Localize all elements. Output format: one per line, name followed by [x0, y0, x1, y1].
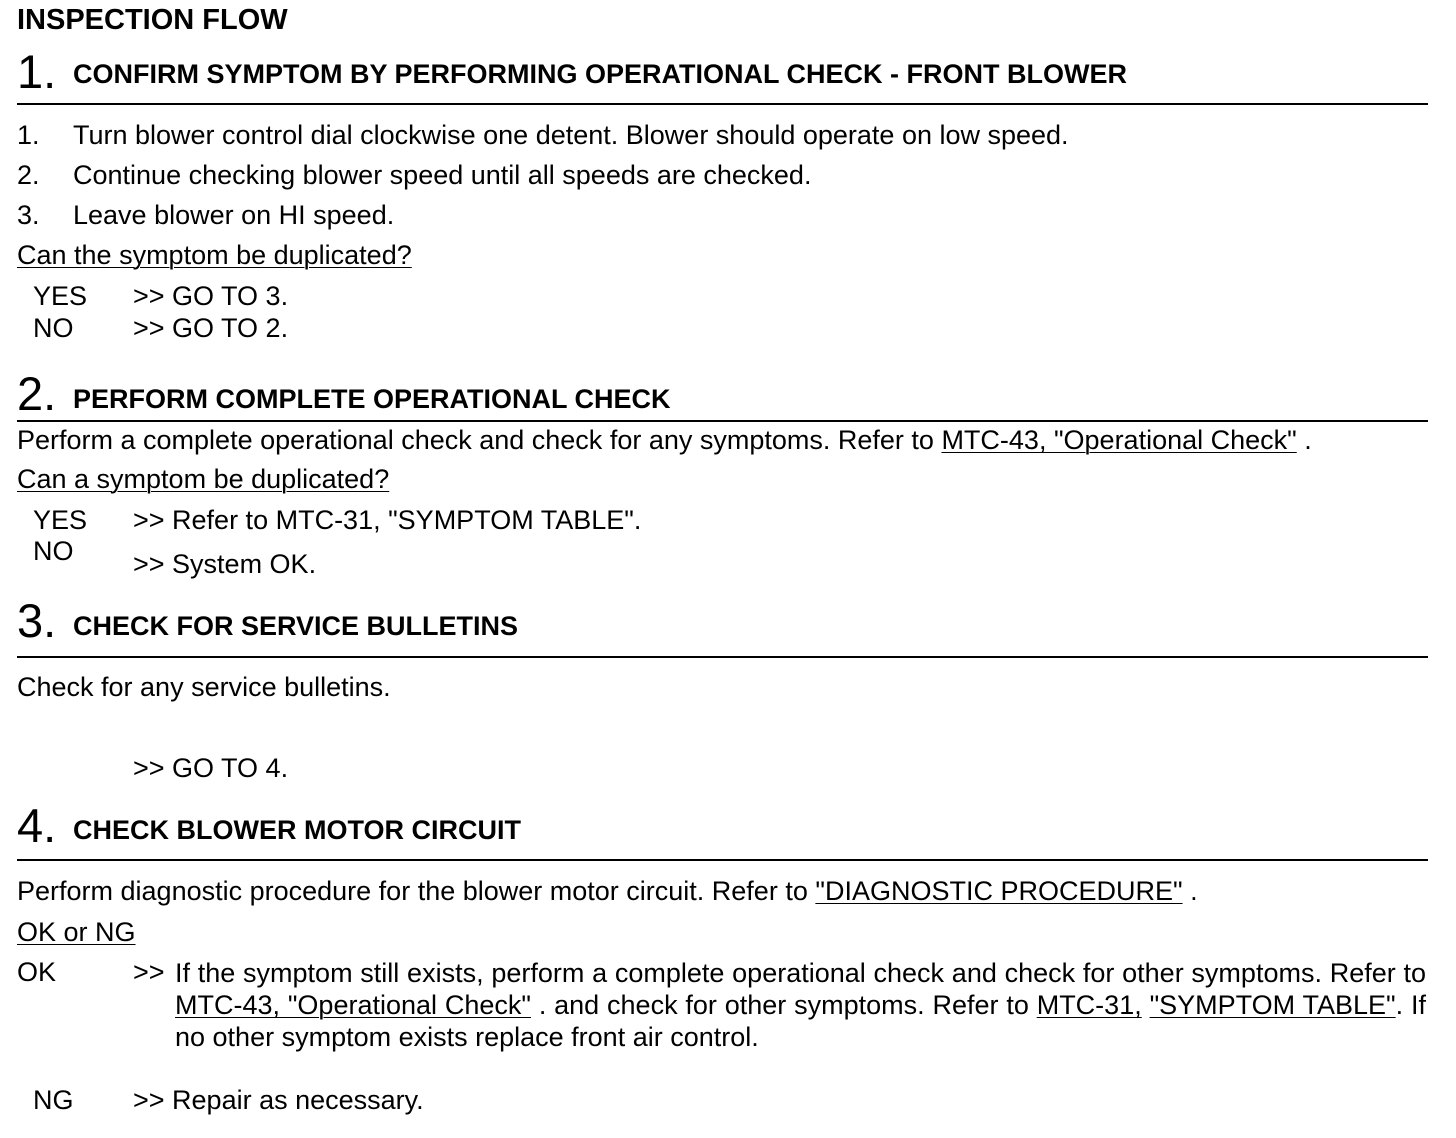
step-4-ng-action: >> Repair as necessary. — [133, 1085, 424, 1115]
step-4-ok-text — [175, 957, 1426, 1053]
step-1-yes-label: YES — [33, 281, 88, 311]
step-1-item-1-text: Turn blower control dial clockwise one detent. Blower should operate on low speed. — [73, 120, 1069, 150]
step-4-body-end: . — [1190, 876, 1198, 906]
step-2-no-action: >> System OK. — [133, 549, 317, 579]
document-title: INSPECTION FLOW — [17, 4, 288, 36]
step-3-rule — [17, 656, 1428, 658]
step-4-question: OK or NG — [17, 917, 136, 947]
step-1-number: 1. — [17, 45, 57, 98]
step-1-no-action: >> GO TO 2. — [133, 313, 289, 343]
step-2-yes-label: YES — [33, 505, 88, 535]
step-1-item-3-number: 3. — [17, 200, 40, 230]
step-4-ok-text-2: . and check for other symptoms. Refer to — [538, 990, 1029, 1020]
step-1-question: Can the symptom be duplicated? — [17, 240, 412, 270]
step-2-yes-action: >> Refer to MTC-31, "SYMPTOM TABLE". — [133, 505, 642, 535]
step-1-title: CONFIRM SYMPTOM BY PERFORMING OPERATIONAL CHECK - FRONT BLOWER — [73, 59, 1128, 89]
step-4-body — [17, 876, 1198, 907]
step-4-ok-text-1: If the symptom still exists, perform a complete operational check and check for other symptoms. Refer to — [175, 958, 1426, 988]
step-4-title: CHECK BLOWER MOTOR CIRCUIT — [73, 815, 521, 845]
step-3-title: CHECK FOR SERVICE BULLETINS — [73, 611, 519, 641]
step-3-body: Check for any service bulletins. — [17, 672, 391, 702]
step-4-ng-label: NG — [33, 1085, 74, 1115]
step-4-rule — [17, 859, 1428, 861]
step-4-ok-link-symptom-table[interactable]: "SYMPTOM TABLE" — [1149, 990, 1396, 1020]
step-1-rule — [17, 103, 1428, 105]
step-1-yes-action: >> GO TO 3. — [133, 281, 289, 311]
step-4-number: 4. — [17, 799, 57, 852]
step-2-link-operational-check[interactable]: MTC-43, "Operational Check" — [941, 425, 1297, 455]
step-4-link-diagnostic-procedure[interactable]: "DIAGNOSTIC PROCEDURE" — [815, 876, 1183, 906]
step-4-body-text: Perform diagnostic procedure for the blower motor circuit. Refer to — [17, 876, 808, 906]
step-2-no-label: NO — [33, 536, 74, 566]
step-4-ok-text-3: . If no other symptom exists replace front air control. — [175, 990, 1426, 1052]
step-4-ok-link-mtc-31[interactable]: MTC-31, — [1036, 990, 1142, 1020]
step-1-no-label: NO — [33, 313, 74, 343]
step-1-item-1-number: 1. — [17, 120, 40, 150]
step-1-item-2-text: Continue checking blower speed until all speeds are checked. — [73, 160, 812, 190]
step-2-number: 2. — [17, 367, 57, 420]
step-3-action: >> GO TO 4. — [133, 753, 289, 783]
step-2-title: PERFORM COMPLETE OPERATIONAL CHECK — [73, 384, 671, 414]
step-4-ok-label: OK — [17, 957, 57, 987]
step-1-item-3-text: Leave blower on HI speed. — [73, 200, 395, 230]
step-3-number: 3. — [17, 594, 57, 647]
step-2-body — [17, 425, 1312, 456]
step-2-rule — [17, 420, 1428, 422]
step-2-body-end: . — [1304, 425, 1312, 455]
step-2-body-text: Perform a complete operational check and check for any symptoms. Refer to — [17, 425, 934, 455]
step-4-ok-link-operational-check[interactable]: MTC-43, "Operational Check" — [175, 990, 531, 1020]
step-2-question: Can a symptom be duplicated? — [17, 464, 390, 494]
step-4-ok-arrow: >> — [133, 957, 165, 987]
step-1-item-2-number: 2. — [17, 160, 40, 190]
